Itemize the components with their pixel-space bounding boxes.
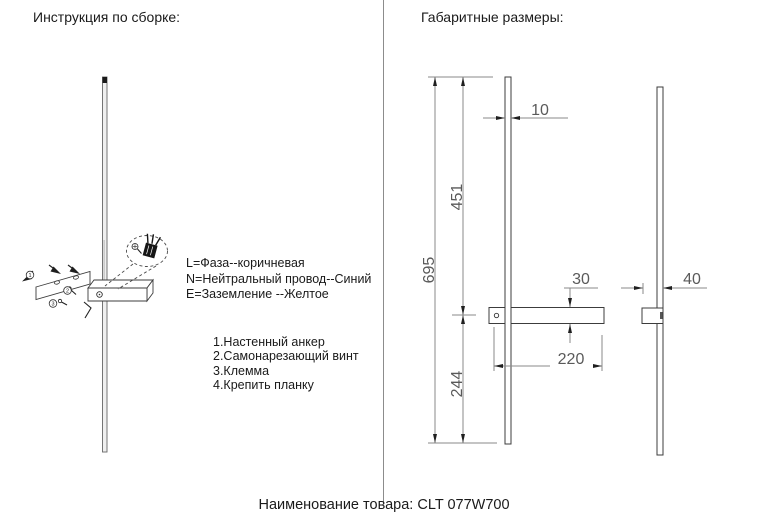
- dim-total-depth-label: 40: [683, 271, 701, 288]
- dim-total-height: [421, 77, 438, 443]
- dim-lower-height: [449, 315, 466, 443]
- side-view-rod-section: [660, 312, 663, 319]
- dim-lower-height-label: 244: [449, 370, 466, 398]
- parts-list: [213, 335, 359, 392]
- product-name: Наименование товара: CLT 077W700: [258, 497, 510, 513]
- terminal-clamp-icon: [142, 233, 161, 259]
- side-view-rod: [657, 87, 663, 455]
- assembly-title: Инструкция по сборке:: [33, 9, 181, 25]
- parts-list-item-3: 3.Клемма: [213, 363, 270, 378]
- callout-2-number: 2: [65, 288, 70, 295]
- dim-rod-width: [483, 102, 568, 120]
- allen-key-icon: [84, 302, 91, 318]
- front-view-rod: [505, 77, 511, 444]
- wiring-line-n: N=Нейтральный провод--Синий: [186, 271, 372, 286]
- callout-1-number: 1: [28, 273, 32, 279]
- side-view-arm: [642, 308, 663, 324]
- dim-arm-length-label: 220: [557, 351, 585, 368]
- callout-3-number: 3: [51, 301, 55, 308]
- callout-2: [64, 287, 72, 295]
- dim-upper-height: [449, 77, 466, 315]
- dim-total-height-label: 695: [421, 256, 438, 284]
- parts-list-item-4: 4.Крепить планку: [213, 377, 314, 392]
- front-view-hole: [494, 313, 498, 317]
- wiring-line-l: L=Фаза--коричневая: [186, 256, 305, 270]
- dim-arm-thickness-label: 30: [572, 271, 590, 288]
- dim-upper-height-label: 451: [449, 183, 466, 211]
- parts-list-item-2: 2.Самонарезающий винт: [213, 349, 359, 364]
- wiring-line-e: E=Заземление --Желтое: [186, 287, 329, 301]
- callout-3: [49, 300, 57, 308]
- dim-rod-width-label: 10: [531, 102, 549, 119]
- dimension-drawing-front: [421, 77, 604, 444]
- assembly-drawing: [22, 77, 168, 452]
- dimensions-title: Габаритные размеры:: [421, 9, 564, 25]
- wiring-legend: [186, 256, 371, 303]
- parts-list-item-1: 1.Настенный анкер: [213, 335, 325, 349]
- lamp-rod: [103, 77, 108, 452]
- mounting-arm: [88, 280, 153, 301]
- dim-total-depth: [621, 271, 707, 294]
- terminal-screw-icon: [132, 244, 142, 254]
- callout-1: [26, 271, 34, 279]
- dimension-drawing-side: [621, 87, 707, 455]
